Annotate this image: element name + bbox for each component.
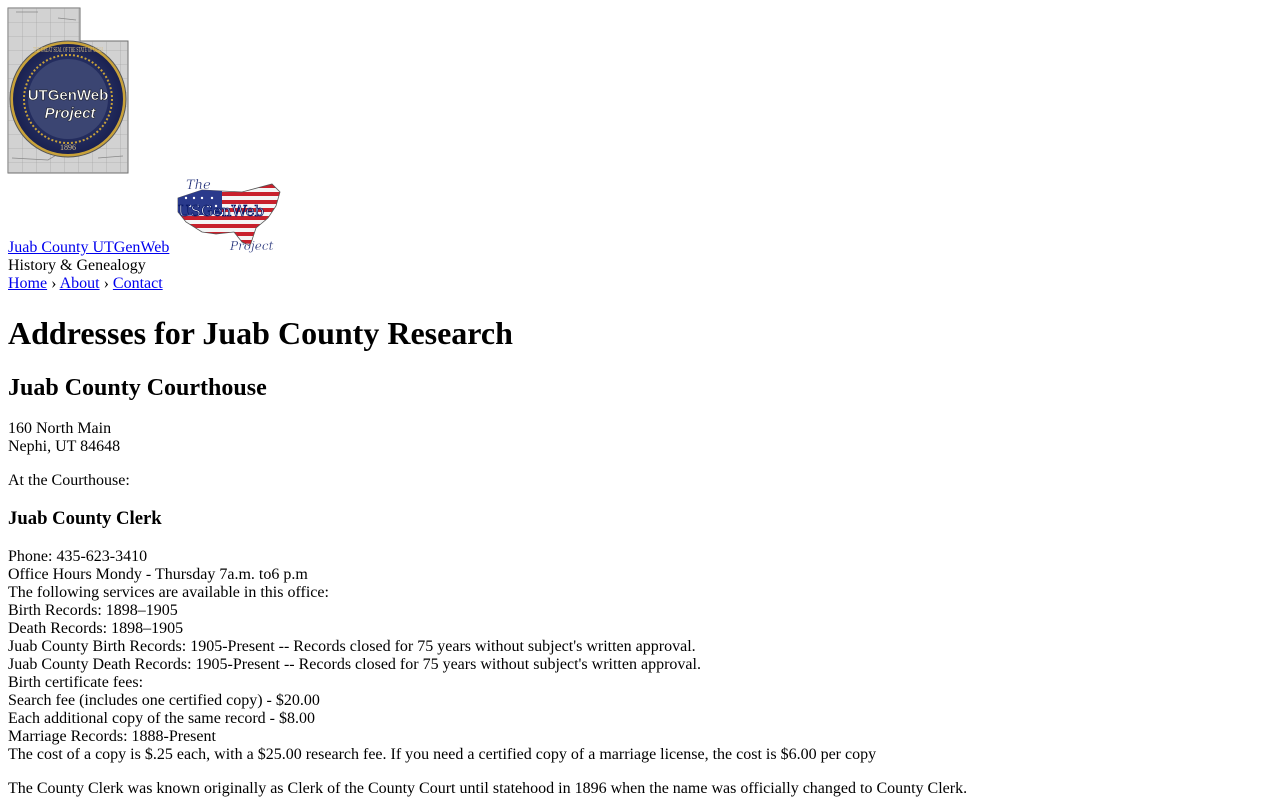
county-birth-records: Juab County Birth Records: 1905-Present -- Records closed for 75 years without subject's written approval. <box>8 638 696 655</box>
usgenweb-name-text: USGenWeb <box>178 202 265 220</box>
clerk-phone: Phone: 435-623-3410 <box>8 548 148 565</box>
breadcrumb-separator: › <box>51 275 57 292</box>
death-records: Death Records: 1898–1905 <box>8 620 184 637</box>
breadcrumb-about-link[interactable]: About <box>59 275 100 292</box>
seal-top-text: THE GREAT SEAL OF THE STATE OF UTAH <box>33 46 103 54</box>
clerk-details <box>8 548 1272 764</box>
copy-cost: The cost of a copy is $.25 each, with a $25.00 research fee. If you need a certified copy of a marriage license, the cost is $6.00 per copy <box>8 746 877 763</box>
search-fee: Search fee (includes one certified copy) - $20.00 <box>8 692 320 709</box>
breadcrumb-separator: › <box>103 275 109 292</box>
seal-year-text: 1896 <box>60 143 76 152</box>
birth-certificate-fees: Birth certificate fees: <box>8 674 144 691</box>
clerk-services-intro: The following services are available in this office: <box>8 584 329 601</box>
courthouse-address <box>8 420 1272 456</box>
courthouse-heading: Juab County Courthouse <box>8 375 267 401</box>
breadcrumb-home-link[interactable]: Home <box>8 275 48 292</box>
address-street: 160 North Main <box>8 420 112 437</box>
utgenweb-seal-logo <box>8 8 128 173</box>
usgenweb-the-text: The <box>186 178 211 193</box>
address-city: Nephi, UT 84648 <box>8 438 121 455</box>
utgenweb-logo-text: UTGenWeb <box>27 87 109 104</box>
page-title: Addresses for Juab County Research <box>8 315 513 351</box>
county-death-records: Juab County Death Records: 1905-Present -- Records closed for 75 years without subject's written approval. <box>8 656 701 673</box>
breadcrumb <box>8 275 608 293</box>
clerk-heading: Juab County Clerk <box>8 508 162 529</box>
main-content <box>8 314 1272 798</box>
additional-copy-fee: Each additional copy of the same record - $8.00 <box>8 710 315 727</box>
site-home-link[interactable]: Juab County UTGenWeb <box>8 239 170 256</box>
birth-records: Birth Records: 1898–1905 <box>8 602 178 619</box>
usgenweb-project-text: Project <box>230 239 274 253</box>
clerk-hours: Office Hours Mondy - Thursday 7a.m. to6 p.m <box>8 566 308 583</box>
breadcrumb-contact-link[interactable]: Contact <box>112 275 163 292</box>
site-header <box>8 239 608 293</box>
site-tagline: History & Genealogy <box>8 257 146 274</box>
clerk-history-note: The County Clerk was known originally as Clerk of the County Court until statehood in 1896 when the name was officially changed to County Clerk. <box>8 780 968 797</box>
marriage-records: Marriage Records: 1888-Present <box>8 728 216 745</box>
utah-map-seal-icon <box>8 8 128 173</box>
project-logo-text: Project <box>44 105 96 122</box>
courthouse-intro: At the Courthouse: <box>8 472 130 489</box>
